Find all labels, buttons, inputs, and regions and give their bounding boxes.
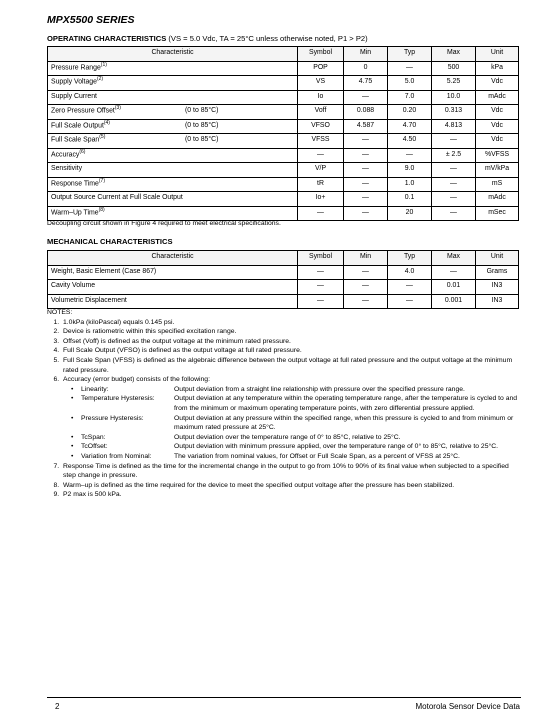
characteristic-name: Supply Current [51, 92, 97, 100]
column-header: Unit [476, 47, 519, 62]
min-cell: — [344, 265, 388, 280]
temperature-condition: (0 to 85°C) [185, 107, 219, 115]
column-header: Min [344, 251, 388, 266]
column-header: Typ [388, 251, 432, 266]
min-cell: — [344, 294, 388, 309]
sym-cell: VFSS [298, 134, 344, 149]
table-row [48, 119, 519, 134]
sym-cell: V/P [298, 163, 344, 178]
accuracy-definition: Output deviation over the temperature range of 0° to 85°C, relative to 25°C. [174, 433, 401, 441]
min-cell: — [344, 148, 388, 163]
decoupling-footnote: Decoupling circuit shown in Figure 4 required to meet electrical specifications. [47, 220, 281, 227]
accuracy-term-item [69, 394, 522, 413]
bullet-icon: • [71, 395, 74, 403]
notes-section [47, 308, 522, 500]
note-item-accuracy [61, 375, 522, 461]
column-header: Symbol [298, 47, 344, 62]
characteristic-cell [48, 61, 298, 76]
page-number: 2 [55, 702, 60, 711]
accuracy-term: TcOffset: [81, 443, 108, 451]
max-cell: 4.813 [432, 119, 476, 134]
column-header: Typ [388, 47, 432, 62]
temperature-condition: (0 to 85°C) [185, 121, 219, 129]
column-header: Characteristic [48, 251, 298, 266]
mechanical-heading: MECHANICAL CHARACTERISTICS [47, 237, 173, 246]
sym-cell: — [298, 280, 344, 295]
unit-cell: mV/kPa [476, 163, 519, 178]
typ-cell: 4.50 [388, 134, 432, 149]
max-cell: — [432, 163, 476, 178]
unit-cell: Grams [476, 265, 519, 280]
unit-cell: Vdc [476, 76, 519, 91]
table-row [48, 206, 519, 221]
min-cell: — [344, 177, 388, 192]
operating-conditions: (VS = 5.0 Vdc, TA = 25°C unless otherwise noted, P1 > P2) [168, 34, 368, 43]
characteristic-cell: Cavity Volume [48, 280, 298, 295]
characteristic-cell [48, 206, 298, 221]
accuracy-term: Temperature Hysteresis: [81, 395, 155, 403]
typ-cell: — [388, 280, 432, 295]
characteristic-cell: Volumetric Displacement [48, 294, 298, 309]
table-row [48, 105, 519, 120]
table-row [48, 163, 519, 178]
unit-cell: mAdc [476, 192, 519, 207]
characteristic-cell [48, 177, 298, 192]
accuracy-definition: The variation from nominal values, for Offset or Full Scale Span, as a percent of VFSS at 25°C. [174, 452, 460, 460]
min-cell: 0.088 [344, 105, 388, 120]
sym-cell: Voff [298, 105, 344, 120]
characteristic-name: Full Scale Span [51, 136, 100, 144]
footnote-ref: (5) [99, 134, 106, 141]
unit-cell: kPa [476, 61, 519, 76]
unit-cell: mS [476, 177, 519, 192]
footnote-ref: (2) [96, 76, 104, 83]
sym-cell: VS [298, 76, 344, 91]
accuracy-term: Linearity: [81, 385, 109, 393]
characteristic-cell [48, 163, 298, 178]
typ-cell: — [388, 148, 432, 163]
max-cell: — [432, 265, 476, 280]
accuracy-term-item [69, 452, 522, 462]
column-header: Max [432, 47, 476, 62]
accuracy-definition: Output deviation at any pressure within the specified range, when this pressure is cycled to and from minimum or maximum rated pressure at 25°C. [174, 414, 514, 432]
max-cell: 0.313 [432, 105, 476, 120]
accuracy-term: Variation from Nominal: [81, 452, 152, 460]
typ-cell: 4.70 [388, 119, 432, 134]
min-cell: — [344, 90, 388, 105]
min-cell: — [344, 280, 388, 295]
accuracy-term-item [69, 385, 522, 395]
sym-cell: Io [298, 90, 344, 105]
table-row [48, 76, 519, 91]
min-cell: — [344, 134, 388, 149]
mechanical-characteristics-table [47, 250, 519, 309]
typ-cell: — [388, 294, 432, 309]
column-header: Characteristic [48, 47, 298, 62]
sym-cell: tR [298, 177, 344, 192]
table-row [48, 265, 519, 280]
accuracy-term: TcSpan: [81, 433, 106, 441]
note-item: 8. Warm–up is defined as the time required for the device to meet the specified output voltage after the pressure has been stabilized. [61, 481, 522, 491]
characteristic-name: Zero Pressure Offset [51, 107, 115, 115]
accuracy-term-item [69, 414, 522, 433]
typ-cell: 1.0 [388, 177, 432, 192]
unit-cell: Vdc [476, 105, 519, 120]
sym-cell: — [298, 294, 344, 309]
sym-cell: VFSO [298, 119, 344, 134]
bullet-icon: • [71, 433, 74, 441]
bullet-icon: • [71, 385, 74, 393]
min-cell: — [344, 192, 388, 207]
table-row [48, 61, 519, 76]
sym-cell: — [298, 206, 344, 221]
note-item: 2. Device is ratiometric within this specified excitation range. [61, 327, 522, 337]
characteristic-name: Response Time [51, 179, 99, 187]
accuracy-term-item [69, 433, 522, 443]
notes-label: NOTES: [47, 309, 73, 316]
note-text: Accuracy (error budget) consists of the following: [63, 376, 210, 384]
accuracy-definition: Output deviation with minimum pressure applied, over the temperature range of 0° to 85°C, relative to 25°C. [174, 443, 498, 451]
unit-cell: IN3 [476, 280, 519, 295]
table-row [48, 134, 519, 149]
max-cell: 500 [432, 61, 476, 76]
unit-cell: mAdc [476, 90, 519, 105]
column-header: Max [432, 251, 476, 266]
footnote-ref: (7) [98, 177, 105, 184]
min-cell: — [344, 163, 388, 178]
unit-cell: %VFSS [476, 148, 519, 163]
footnote-ref: (6) [79, 148, 86, 155]
min-cell: 4.75 [344, 76, 388, 91]
characteristic-name: Supply Voltage [51, 78, 97, 86]
characteristic-name: Warm–Up Time [51, 208, 99, 216]
max-cell: 5.25 [432, 76, 476, 91]
min-cell: 4.587 [344, 119, 388, 134]
max-cell: — [432, 134, 476, 149]
footnote-ref: (4) [103, 119, 110, 126]
table-header-row [48, 47, 519, 62]
characteristic-name: Full Scale Output [51, 121, 104, 129]
max-cell: — [432, 206, 476, 221]
sym-cell: — [298, 265, 344, 280]
max-cell: — [432, 177, 476, 192]
note-item: 7. Response Time is defined as the time for the incremental change in the output to go from 10% to 90% of its final value when subjected to a specified step change in pressure. [61, 462, 522, 481]
operating-heading [47, 34, 368, 43]
note-item: 4. Full Scale Output (VFSO) is defined as the output voltage at full rated pressure. [61, 346, 522, 356]
max-cell: — [432, 192, 476, 207]
column-header: Min [344, 47, 388, 62]
max-cell: ± 2.5 [432, 148, 476, 163]
characteristic-cell: Weight, Basic Element (Case 867) [48, 265, 298, 280]
typ-cell: 5.0 [388, 76, 432, 91]
notes-list [47, 318, 522, 500]
unit-cell: Vdc [476, 119, 519, 134]
min-cell: — [344, 206, 388, 221]
unit-cell: IN3 [476, 294, 519, 309]
table-row [48, 280, 519, 295]
characteristic-cell [48, 192, 298, 207]
table-row [48, 177, 519, 192]
typ-cell: 7.0 [388, 90, 432, 105]
accuracy-definition: Output deviation from a straight line relationship with pressure over the specified pressure range. [174, 385, 465, 393]
characteristic-cell [48, 119, 298, 134]
characteristic-name: Pressure Range [51, 63, 101, 71]
unit-cell: mSec [476, 206, 519, 221]
column-header: Unit [476, 251, 519, 266]
sym-cell: Io+ [298, 192, 344, 207]
table-header-row [48, 251, 519, 266]
characteristic-name: Accuracy [51, 150, 80, 158]
operating-characteristics-table [47, 46, 519, 221]
footnote-ref: (3) [114, 105, 121, 112]
bullet-icon: • [71, 452, 74, 460]
typ-cell: 0.1 [388, 192, 432, 207]
note-item: 5. Full Scale Span (VFSS) is defined as the algebraic difference between the output voltage at full rated pressure and the output voltage at the minimum rated pressure. [61, 356, 522, 375]
characteristic-cell [48, 90, 298, 105]
typ-cell: 9.0 [388, 163, 432, 178]
temperature-condition: (0 to 85°C) [185, 136, 219, 144]
accuracy-term-item [69, 442, 522, 452]
unit-cell: Vdc [476, 134, 519, 149]
footer-publication: Motorola Sensor Device Data [415, 702, 520, 711]
max-cell: 10.0 [432, 90, 476, 105]
characteristic-cell [48, 134, 298, 149]
column-header: Symbol [298, 251, 344, 266]
table-row [48, 294, 519, 309]
characteristic-cell [48, 76, 298, 91]
max-cell: 0.001 [432, 294, 476, 309]
accuracy-definition: Output deviation at any temperature within the operating temperature range, after the temperature is cycled to and from the minimum or maximum operating temperature points, with zero differential pressure applied. [174, 395, 518, 412]
note-item: 1. 1.0kPa (kiloPascal) equals 0.145 psi. [61, 318, 522, 328]
note-item: 9. P2 max is 500 kPa. [61, 490, 522, 500]
characteristic-name: Sensitivity [51, 165, 83, 173]
typ-cell: — [388, 61, 432, 76]
table-row [48, 192, 519, 207]
footer-divider [47, 697, 521, 698]
sym-cell: — [298, 148, 344, 163]
characteristic-cell [48, 105, 298, 120]
footnote-ref: (8) [98, 206, 105, 213]
bullet-icon: • [71, 414, 74, 422]
table-row [48, 148, 519, 163]
accuracy-terms-list [63, 385, 522, 462]
table-row [48, 90, 519, 105]
characteristic-name: Output Source Current at Full Scale Output [51, 194, 183, 202]
bullet-icon: • [71, 443, 74, 451]
typ-cell: 0.20 [388, 105, 432, 120]
sym-cell: POP [298, 61, 344, 76]
series-title: MPX5500 SERIES [47, 14, 135, 26]
note-item: 3. Offset (Voff) is defined as the output voltage at the minimum rated pressure. [61, 337, 522, 347]
typ-cell: 4.0 [388, 265, 432, 280]
operating-title: OPERATING CHARACTERISTICS [47, 34, 167, 43]
accuracy-term: Pressure Hysteresis: [81, 414, 144, 422]
typ-cell: 20 [388, 206, 432, 221]
max-cell: 0.01 [432, 280, 476, 295]
footnote-ref: (1) [100, 61, 107, 68]
characteristic-cell [48, 148, 298, 163]
min-cell: 0 [344, 61, 388, 76]
